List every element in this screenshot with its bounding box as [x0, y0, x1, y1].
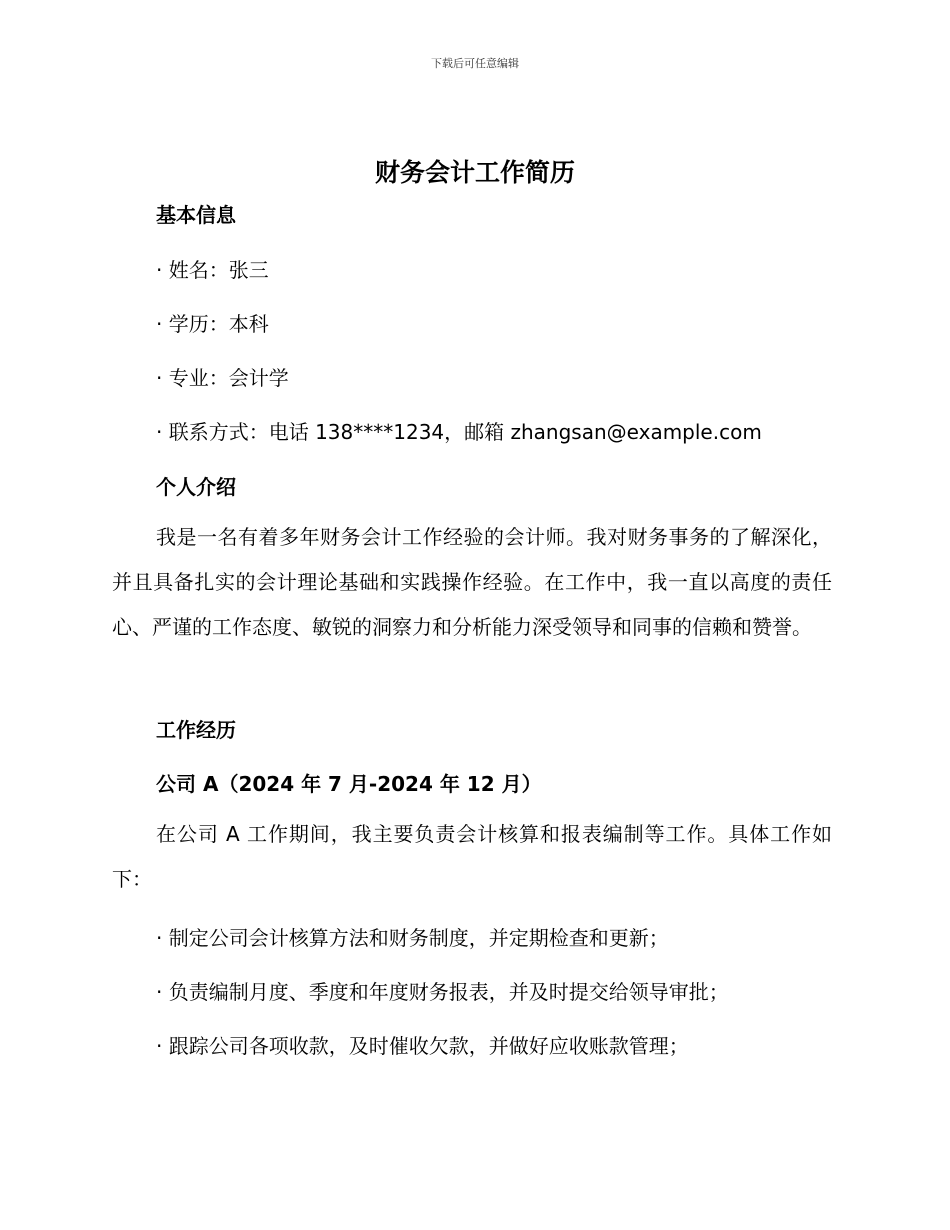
page-title: 财务会计工作简历: [374, 158, 575, 187]
duty-item: · 负责编制月度、季度和年度财务报表，并及时提交给领导审批；: [156, 980, 729, 1004]
header-note: 下载后可任意编辑: [431, 57, 519, 70]
info-name: · 姓名：张三: [156, 258, 269, 282]
company-a-description: 在公司 A 工作期间，我主要负责会计核算和报表编制等工作。具体工作如下：: [112, 822, 832, 891]
experience-heading: 工作经历: [156, 718, 236, 742]
info-education: · 学历：本科: [156, 312, 269, 336]
info-major: · 专业：会计学: [156, 366, 289, 390]
intro-heading: 个人介绍: [156, 475, 236, 499]
intro-paragraph: 我是一名有着多年财务会计工作经验的会计师。我对财务事务的了解深化，并且具备扎实的会计理论基础和实践操作经验。在工作中，我一直以高度的责任心、严谨的工作态度、敏锐的洞察力和分析能力深受领导和同事的信赖和赞誉。: [112, 525, 832, 639]
company-a-title: 公司 A（2024 年 7 月-2024 年 12 月）: [156, 772, 542, 796]
duty-item: · 制定公司会计核算方法和财务制度，并定期检查和更新；: [156, 926, 669, 950]
info-contact: · 联系方式：电话 138****1234，邮箱 zhangsan@example.com: [156, 420, 762, 444]
duty-item: · 跟踪公司各项收款，及时催收欠款，并做好应收账款管理；: [156, 1034, 689, 1058]
basic-info-heading: 基本信息: [156, 203, 236, 227]
